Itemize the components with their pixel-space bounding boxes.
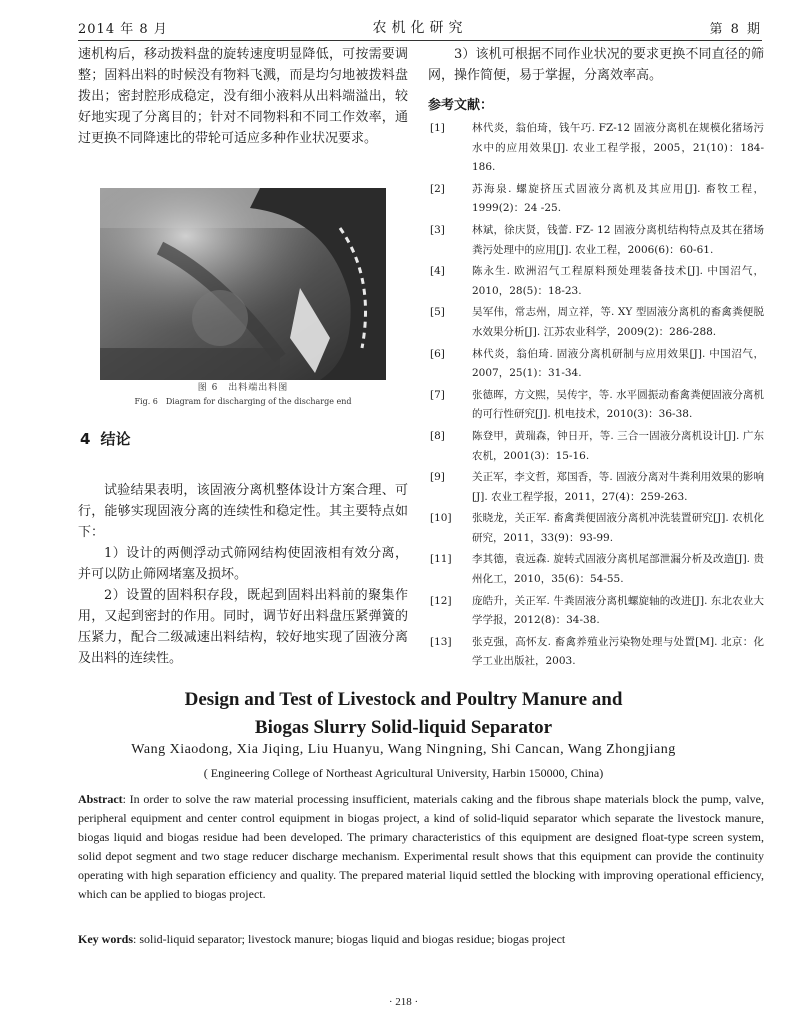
reference-number: [9] [430, 471, 445, 484]
running-header [78, 14, 762, 41]
english-affiliation: ( Engineering College of Northeast Agricultural University, Harbin 150000, China) [203, 766, 604, 780]
reference-text: 吴军伟，常志州，周立祥，等. XY 型固液分离机的畜禽粪便脱水效果分析[J]. 江苏农业科学，2009(2)：286-288. [472, 306, 764, 338]
references-heading: 参考文献： [428, 98, 494, 113]
page-number: · 218 · [388, 996, 419, 1008]
section-number: 4 [80, 430, 91, 448]
reference-number: [5] [430, 306, 445, 319]
header-journal-name: 农机化研究 [372, 20, 468, 36]
reference-number: [4] [430, 265, 445, 278]
conclusion-body [78, 480, 408, 669]
reference-number: [13] [430, 635, 452, 648]
left-paragraph: 速机构后，移动拨料盘的旋转速度明显降低，可按需要调整；固料出料的时候没有物料飞溅，而是均匀地被拨料盘拨出；密封腔形成稳定，没有细小液料从出料端溢出，较好地实现了分离目的；针对不同物料和不同工作效率，通过更换不同降速比的带轮可适应多种作业状况要求。 [78, 47, 408, 146]
reference-item [428, 592, 764, 631]
reference-text: 苏海泉. 螺旋挤压式固液分离机及其应用[J]. 畜牧工程，1999(2)：24 -25. [472, 182, 764, 215]
reference-item [428, 550, 764, 589]
reference-number: [2] [430, 182, 445, 195]
reference-number: [8] [430, 429, 445, 442]
reference-item [428, 119, 764, 178]
english-title-line-1: Design and Test of Livestock and Poultry Manure and [184, 689, 623, 710]
english-title-line-2: Biogas Slurry Solid-liquid Separator [254, 717, 553, 738]
conclusion-point-3: 3）该机可根据不同作业状况的要求更换不同直径的筛网，操作简便，易于掌握，分离效率高。 [428, 47, 764, 83]
reference-text: 庞皓升，关正军. 牛粪固液分离机螺旋轴的改进[J]. 东北农业大学学报，2012(8)：34-38. [472, 594, 764, 627]
section-heading [80, 428, 140, 449]
reference-number: [12] [430, 594, 452, 607]
reference-number: [10] [430, 512, 452, 525]
figure-6 [100, 188, 386, 380]
conclusion-point-1: 1）设计的两侧浮动式筛网结构使固液相有效分离，并可以防止筛网堵塞及损坏。 [78, 546, 408, 582]
section-title: 结论 [100, 430, 131, 448]
reference-item [428, 386, 764, 425]
reference-item [428, 345, 764, 384]
keywords-label: Key words [78, 932, 133, 946]
figure-caption-en: Fig. 6 Diagram for discharging of the discharge end [134, 397, 352, 406]
reference-item [428, 221, 764, 260]
reference-text: 张克强，高怀友. 畜禽养殖业污染物处理与处置[M]. 北京：化学工业出版社，2003. [472, 635, 764, 668]
english-keywords [78, 932, 764, 947]
discharge-photo-graphic [100, 188, 386, 380]
reference-text: 陈登甲，黄瑞森，钟日开，等. 三合一固液分离机设计[J]. 广东农机，2001(3)：15-16. [472, 429, 764, 462]
figure-caption-cn: 图 6 出料端出料图 [197, 383, 289, 393]
english-title [0, 686, 807, 742]
english-authors: Wang Xiaodong, Xia Jiqing, Liu Huanyu, Wang Ningning, Shi Cancan, Wang Zhongjiang [131, 742, 676, 757]
reference-item [428, 303, 764, 342]
left-column [78, 44, 408, 149]
reference-number: [1] [430, 122, 445, 134]
reference-item [428, 427, 764, 466]
conclusion-intro: 试验结果表明，该固液分离机整体设计方案合理、可行，能够实现固液分离的连续性和稳定性。其主要特点如下： [78, 483, 408, 540]
reference-item [428, 509, 764, 548]
discharge-photo [100, 188, 386, 380]
reference-list [428, 119, 764, 672]
reference-number: [11] [430, 553, 452, 566]
reference-number: [7] [430, 388, 445, 401]
reference-text: 李其德，袁远森. 旋转式固液分离机尾部泄漏分析及改造[J]. 贵州化工，2010，35(6)：54-55. [472, 553, 764, 586]
english-abstract [78, 790, 764, 904]
reference-text: 关正军，李文哲，郑国香，等. 固液分离对牛粪利用效果的影响[J]. 农业工程学报，2011，27(4)：259-263. [472, 471, 764, 503]
reference-text: 林斌，徐庆贤，钱蕾. FZ- 12 固液分离机结构特点及其在猪场粪污处理中的应用[J]. 农业工程，2006(6)：60-61. [472, 223, 764, 256]
reference-text: 林代炎，翁伯琦. 固液分离机研制与应用效果[J]. 中国沼气，2007，25(1)：31-34. [472, 347, 764, 380]
reference-item [428, 262, 764, 301]
reference-text: 林代炎，翁伯琦，钱午巧. FZ-12 固液分离机在规模化猪场污水中的应用效果[J]. 农业工程学报，2005，21(10)：184-186. [472, 122, 764, 174]
reference-text: 陈永生. 欧洲沼气工程原料预处理装备技术[J]. 中国沼气，2010，28(5)：18-23. [472, 265, 764, 297]
header-date: 2014 年 8 月 [78, 22, 168, 37]
reference-number: [3] [430, 223, 445, 236]
reference-item [428, 633, 764, 672]
reference-number: [6] [430, 347, 445, 360]
header-issue: 第 8 期 [709, 22, 762, 37]
reference-text: 张德晖，方文熙，吴传宇，等. 水平圆振动畜禽粪便固液分离机的可行性研究[J]. 机电技术，2010(3)：36-38. [472, 388, 764, 421]
reference-item [428, 468, 764, 507]
conclusion-point-2: 2）设置的固料积存段，既起到固料出料前的聚集作用，又起到密封的作用。同时，调节好出料盘压紧弹簧的压紧力，配合二级减速出料结构，较好地实现了固液分离及出料的连续性。 [78, 588, 408, 666]
abstract-label: Abstract [78, 792, 123, 806]
right-column [428, 44, 764, 674]
keywords-text: : solid-liquid separator; livestock manure; biogas liquid and biogas residue; biogas project [133, 932, 566, 946]
abstract-text: : In order to solve the raw material processing insufficient, materials caking and the fibrous shape materials block the pump, valve, peripheral equipment and center control equipment in biogas project, a kind of solid-liquid separator which separate the livestock manure, biogas liquid and biogas residue had been developed. The primary characteristics of this equipment are designed float-type screen system, solid depot segment and two stage reducer discharge mechanism. Experimental result shows that this equipment can provide the continuity operating with high separation efficiency and quality. The prepared material liquid settled the blocking with improving operational efficiency, which can be applied to biogas project. [78, 792, 764, 901]
reference-item [428, 180, 764, 219]
reference-text: 张晓龙，关正军. 畜禽粪便固液分离机冲洗装置研究[J]. 农机化研究，2011，33(9)：93-99. [472, 512, 764, 544]
